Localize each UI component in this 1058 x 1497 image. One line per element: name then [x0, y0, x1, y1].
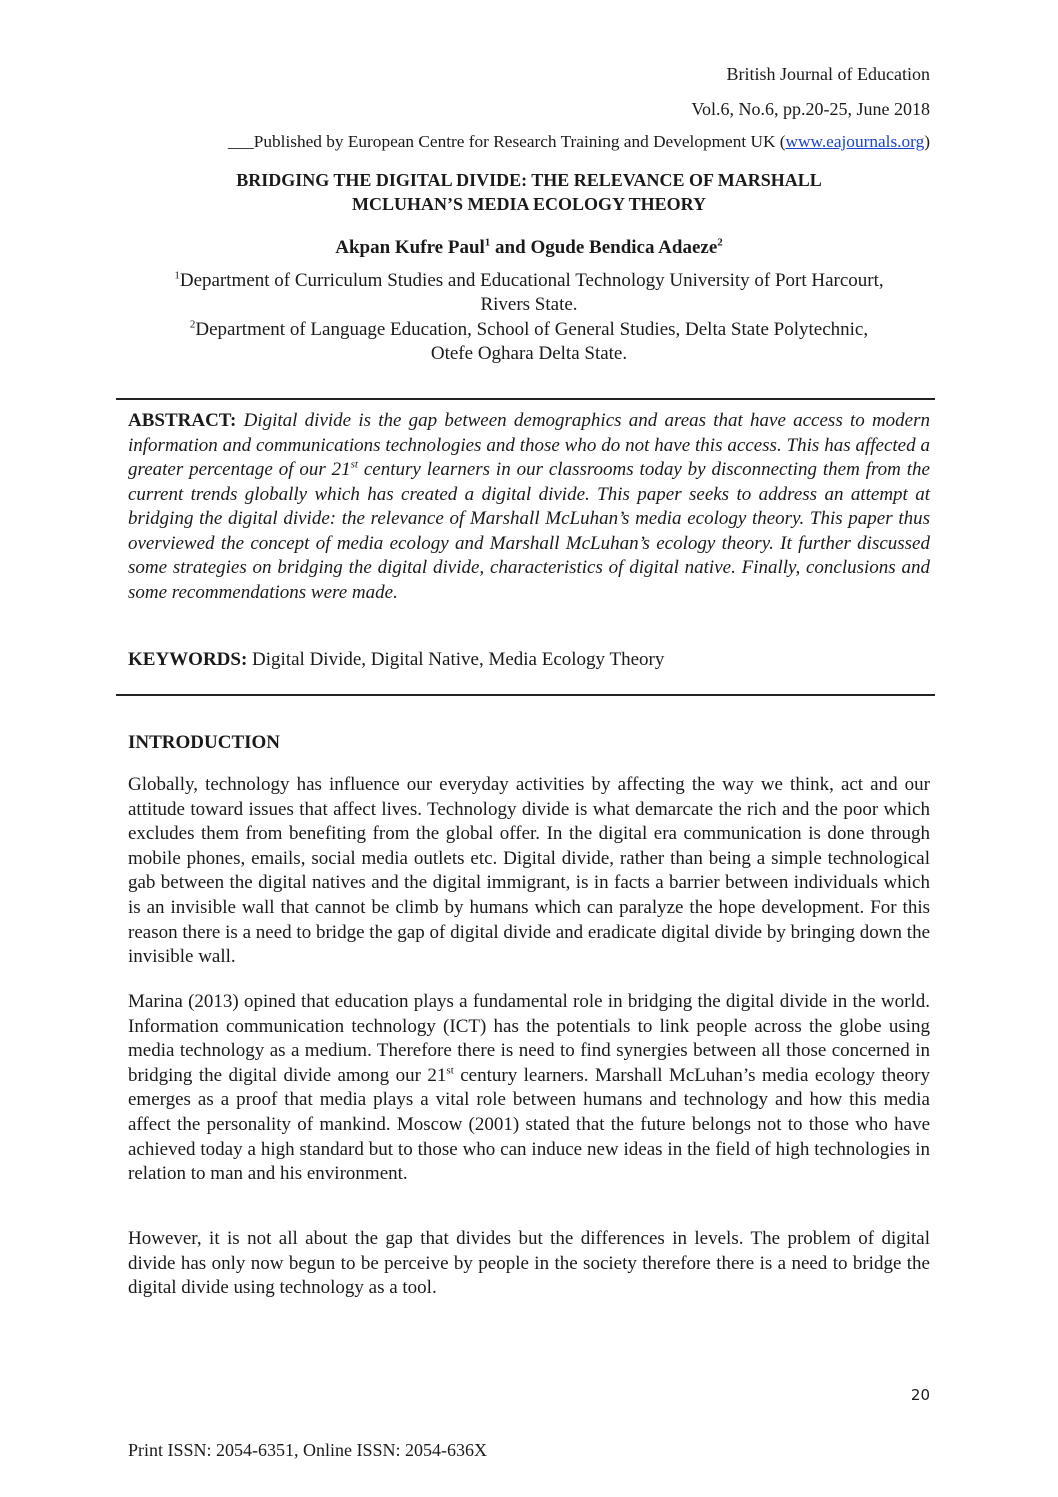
intro-paragraph-2 — [128, 990, 930, 1187]
author-conjunction: and — [490, 237, 531, 258]
affiliation-1 — [128, 269, 930, 317]
intro-paragraph-2-end: century learners. Marshall McLuhan’s media ecology theory emerges as a proof that media plays a vital role between humans and technology and how this media affect the personality of mankind. Moscow (2001) stated that the future belongs not to those who have achieved today a high standard but to those who can induce new ideas in the field of high technologies in relation to man and his environment. — [128, 1064, 930, 1185]
publisher-line — [128, 131, 930, 153]
author-2: Ogude Bendica Adaeze — [530, 237, 718, 258]
intro-paragraph-2-ordinal: st — [446, 1064, 454, 1077]
abstract-text-start: Digital divide is the gap between demographics and areas that have access to modern information and communications technologies and those who do not have this access. This has affected a greater percentage of our 21 — [128, 410, 930, 480]
author-1-marker: 1 — [484, 236, 491, 249]
author-2-marker: 2 — [717, 236, 723, 249]
affiliation-2-line-2: Otefe Oghara Delta State. — [430, 343, 628, 364]
affiliation-2-line-1: Department of Language Education, School of General Studies, Delta State Polytechnic, — [195, 319, 869, 340]
abstract-bottom-rule — [116, 694, 935, 696]
author-1: Akpan Kufre Paul — [335, 237, 485, 258]
affiliation-1-line-2: Rivers State. — [480, 294, 578, 315]
section-heading-introduction: INTRODUCTION — [128, 732, 281, 753]
issn-footer: Print ISSN: 2054-6351, Online ISSN: 2054-636X — [128, 1440, 488, 1460]
abstract-text-end: century learners in our classrooms today by disconnecting them from the current trends globally which has created a digital divide. This paper seeks to address an attempt at bridging the digital divide: the relevance of Marshall McLuhan’s media ecology theory. This paper thus overviewed the concept of media ecology and Marshall McLuhan’s ecology theory. It further discussed some strategies on bridging the digital divide, characteristics of digital native. Finally, conclusions and some recommendations were made. — [128, 459, 930, 603]
title-line-1: BRIDGING THE DIGITAL DIVIDE: THE RELEVANCE OF MARSHALL — [236, 170, 822, 190]
keywords-text: Digital Divide, Digital Native, Media Ecology Theory — [247, 649, 665, 670]
affiliation-2-marker: 2 — [189, 318, 196, 331]
affiliation-1-marker: 1 — [174, 269, 180, 282]
journal-website-link[interactable]: www.eajournals.org — [785, 132, 925, 151]
abstract-top-rule — [116, 398, 935, 400]
affiliation-2 — [128, 318, 930, 366]
abstract — [128, 409, 930, 605]
author-line — [128, 236, 930, 260]
abstract-ordinal: st — [350, 458, 358, 471]
journal-name: British Journal of Education — [726, 64, 930, 84]
volume-info: Vol.6, No.6, pp.20-25, June 2018 — [691, 99, 930, 119]
publisher-text: ___Published by European Centre for Research Training and Development UK ( — [227, 132, 786, 151]
paper-title — [128, 168, 930, 216]
title-line-2: MCLUHAN’S MEDIA ECOLOGY THEORY — [352, 194, 706, 214]
keywords — [128, 648, 930, 672]
affiliation-1-line-1: Department of Curriculum Studies and Educational Technology University of Port Harcourt, — [179, 270, 884, 291]
abstract-label: ABSTRACT: — [128, 410, 237, 431]
intro-paragraph-1: Globally, technology has influence our everyday activities by affecting the way we think, act and our attitude toward issues that affect lives. Technology divide is what demarcate the rich and the poor which excludes them from benefiting from the global offer. In the digital era communication is done through mobile phones, emails, social media outlets etc. Digital divide, rather than being a simple technological gab between the digital natives and the digital immigrant, is in facts a barrier between individuals which is an invisible wall that cannot be climb by humans which can paralyze the hope development. For this reason there is a need to bridge the gap of digital divide and eradicate digital divide by bringing down the invisible wall. — [128, 774, 930, 968]
keywords-label: KEYWORDS: — [128, 649, 248, 670]
intro-paragraph-2-start: Marina (2013) opined that education plays a fundamental role in bridging the digital divide in the world. Information communication technology (ICT) has the potentials to link people across the globe using media technology as a medium. Therefore there is need to find synergies between all those concerned in bridging the digital divide among our 21 — [128, 991, 930, 1086]
intro-paragraph-3: However, it is not all about the gap that divides but the differences in levels. The problem of digital divide has only now begun to be perceive by people in the society therefore there is a need to bridge the digital divide using technology as a tool. — [128, 1228, 930, 1299]
publisher-close-paren: ) — [924, 132, 930, 151]
page-number: 20 — [910, 1386, 930, 1404]
